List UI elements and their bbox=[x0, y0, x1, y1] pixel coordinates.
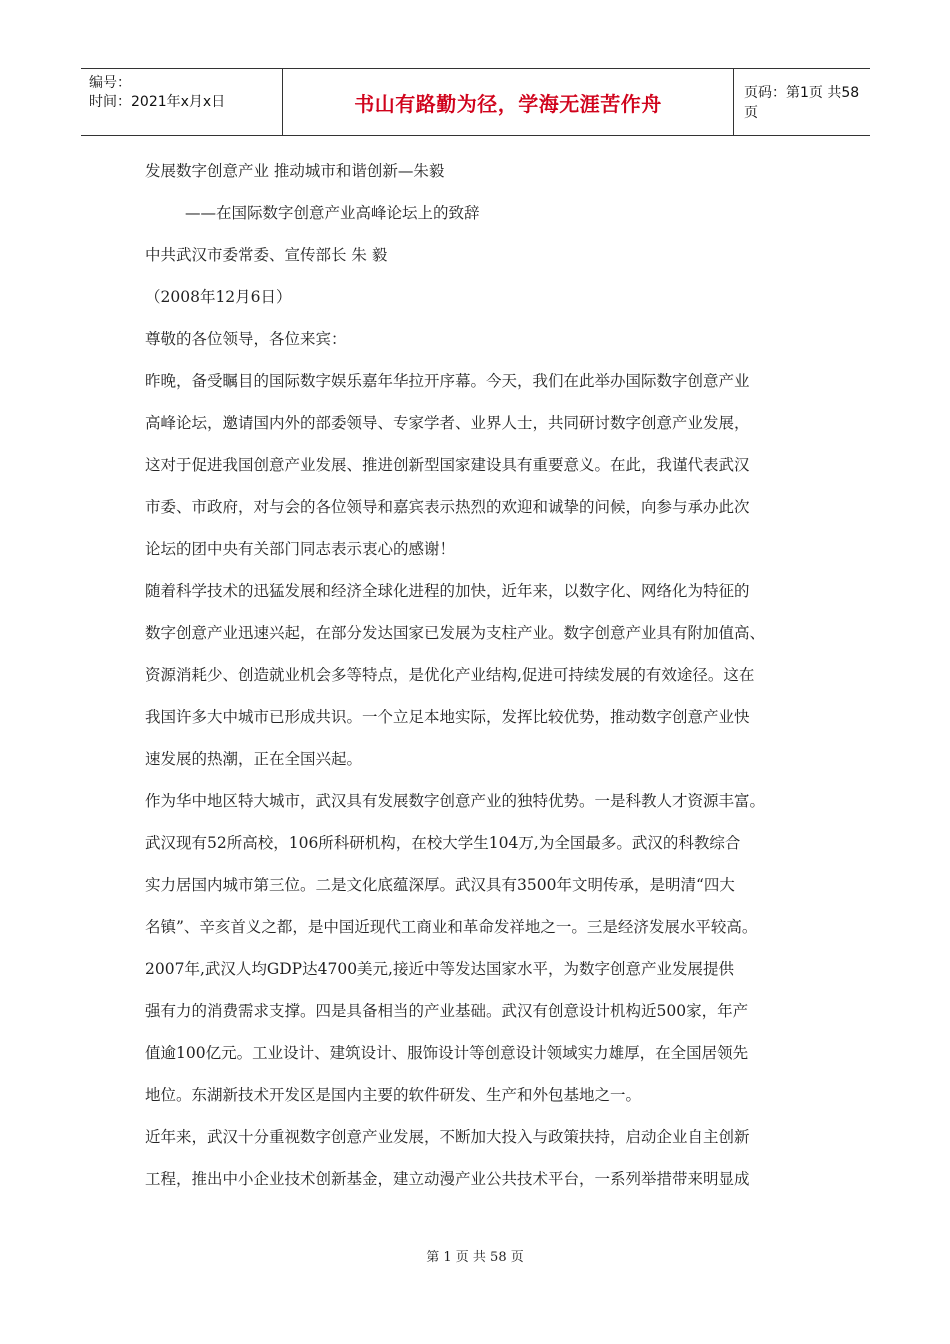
text-line: 作为华中地区特大城市，武汉具有发展数字创意产业的独特优势。一是科教人才资源丰富。 bbox=[145, 792, 766, 810]
header-motto-cell bbox=[282, 69, 734, 135]
footer-page-number: 第 1 页 共 58 页 bbox=[426, 1250, 524, 1265]
document-author: 中共武汉市委常委、宣传部长 朱 毅 bbox=[145, 246, 388, 264]
document-subtitle: ——在国际数字创意产业高峰论坛上的致辞 bbox=[185, 204, 480, 222]
text-line: 2007年,武汉人均GDP达4700美元,接近中等发达国家水平，为数字创意产业发展提供 bbox=[145, 960, 734, 978]
page-footer bbox=[0, 1246, 950, 1265]
document-salutation: 尊敬的各位领导，各位来宾： bbox=[145, 330, 347, 348]
text-line: 我国许多大中城市已形成共识。一个立足本地实际，发挥比较优势，推动数字创意产业快 bbox=[145, 708, 750, 726]
text-line: 高峰论坛，邀请国内外的部委领导、专家学者、业界人士，共同研讨数字创意产业发展， bbox=[145, 414, 750, 432]
text-line: 昨晚，备受瞩目的国际数字娱乐嘉年华拉开序幕。今天，我们在此举办国际数字创意产业 bbox=[145, 372, 750, 390]
document-time-label: 时间：2021年x月x日 bbox=[89, 94, 226, 110]
text-line: 市委、市政府，对与会的各位领导和嘉宾表示热烈的欢迎和诚挚的问候，向参与承办此次 bbox=[145, 498, 750, 516]
text-line: 数字创意产业迅速兴起，在部分发达国家已发展为支柱产业。数字创意产业具有附加值高、 bbox=[145, 624, 766, 642]
header-table bbox=[81, 68, 870, 136]
text-line: 地位。东湖新技术开发区是国内主要的软件研发、生产和外包基地之一。 bbox=[145, 1086, 642, 1104]
document-number-label: 编号： bbox=[89, 75, 131, 91]
text-line: 值逾100亿元。工业设计、建筑设计、服饰设计等创意设计领域实力雄厚，在全国居领先 bbox=[145, 1044, 749, 1062]
document-title: 发展数字创意产业 推动城市和谐创新—朱毅 bbox=[145, 162, 445, 180]
header-page-label: 页码：第1页 共58页 bbox=[744, 85, 860, 121]
text-line: 强有力的消费需求支撑。四是具备相当的产业基础。武汉有创意设计机构近500家，年产 bbox=[145, 1002, 749, 1020]
document-body bbox=[145, 150, 810, 1200]
text-line: 实力居国内城市第三位。二是文化底蕴深厚。武汉具有3500年文明传承，是明清“四大 bbox=[145, 876, 735, 894]
text-line: 近年来，武汉十分重视数字创意产业发展，不断加大投入与政策扶持，启动企业自主创新 bbox=[145, 1128, 750, 1146]
text-line: 速发展的热潮，正在全国兴起。 bbox=[145, 750, 363, 768]
text-line: 资源消耗少、创造就业机会多等特点，是优化产业结构,促进可持续发展的有效途径。这在 bbox=[145, 666, 755, 684]
header-motto: 书山有路勤为径，学海无涯苦作舟 bbox=[354, 91, 662, 116]
text-line: 随着科学技术的迅猛发展和经济全球化进程的加快，近年来，以数字化、网络化为特征的 bbox=[145, 582, 750, 600]
text-line: 武汉现有52所高校，106所科研机构，在校大学生104万,为全国最多。武汉的科教综合 bbox=[145, 834, 741, 852]
text-line: 这对于促进我国创意产业发展、推进创新型国家建设具有重要意义。在此，我谨代表武汉 bbox=[145, 456, 750, 474]
header-meta-cell bbox=[81, 69, 282, 135]
text-line: 论坛的团中央有关部门同志表示衷心的感谢！ bbox=[145, 540, 456, 558]
text-line: 工程，推出中小企业技术创新基金，建立动漫产业公共技术平台，一系列举措带来明显成 bbox=[145, 1170, 750, 1188]
text-line: 名镇”、辛亥首义之都，是中国近现代工商业和革命发祥地之一。三是经济发展水平较高。 bbox=[145, 918, 758, 936]
document-date: （2008年12月6日） bbox=[145, 288, 292, 306]
header-page-cell bbox=[734, 69, 870, 135]
